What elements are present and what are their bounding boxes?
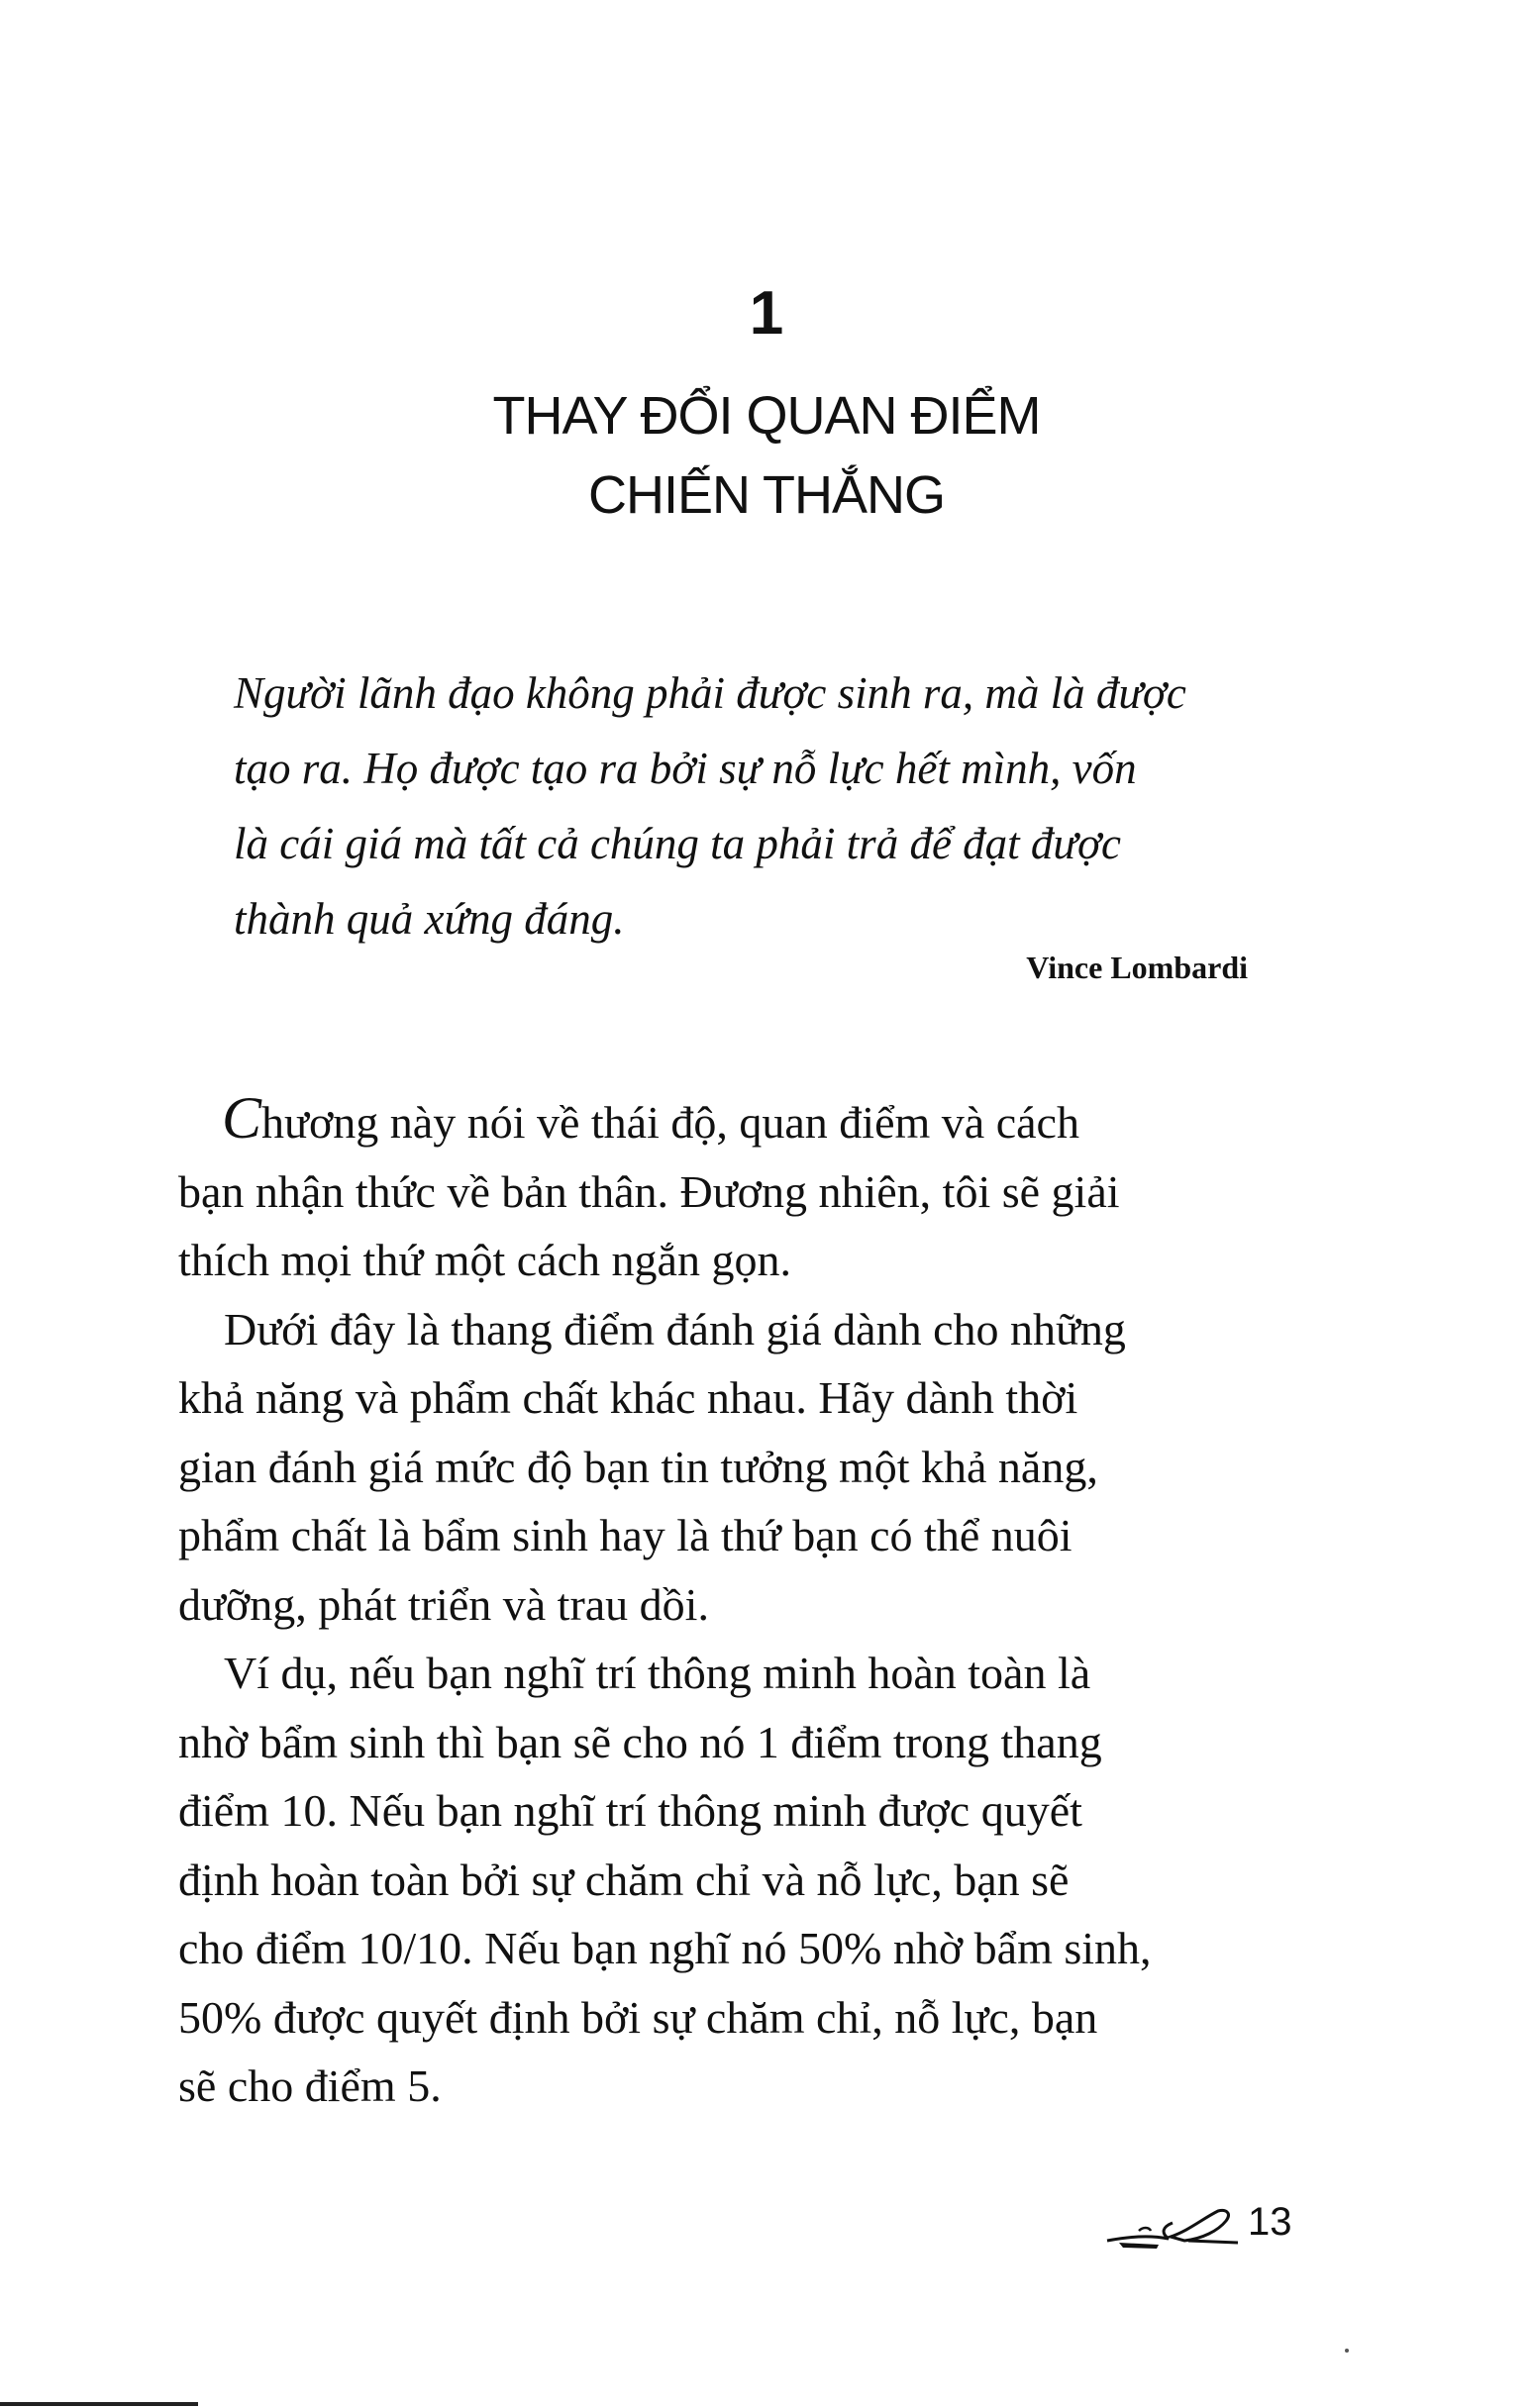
- body-text: [178, 1084, 1287, 2121]
- chapter-title: [0, 376, 1533, 535]
- text-line: Ví dụ, nếu bạn nghĩ trí thông minh hoàn toàn là: [224, 1648, 1091, 1698]
- text-line: khả năng và phẩm chất khác nhau. Hãy dành thời: [178, 1372, 1078, 1423]
- drop-cap: C: [222, 1085, 262, 1151]
- text-line: điểm 10. Nếu bạn nghĩ trí thông minh được quyết: [178, 1785, 1082, 1836]
- chapter-title-line: CHIẾN THẮNG: [587, 465, 946, 525]
- epigraph-line: thành quả xứng đáng.: [234, 894, 625, 944]
- scan-speck: [1345, 2349, 1349, 2353]
- page-footer: [1099, 2193, 1297, 2262]
- epigraph-line: là cái giá mà tất cả chúng ta phải trả để đạt được: [234, 819, 1121, 868]
- epigraph-quote: [234, 655, 1264, 956]
- page-number: 13: [1248, 2200, 1292, 2244]
- epigraph-line: tạo ra. Họ được tạo ra bởi sự nỗ lực hết mình, vốn: [234, 744, 1137, 793]
- epigraph-author: Vince Lombardi: [1026, 950, 1248, 985]
- quill-ornament-icon: [1099, 2201, 1248, 2253]
- paragraph-3: [178, 1639, 1287, 2121]
- text-line: thích mọi thứ một cách ngắn gọn.: [178, 1235, 791, 1285]
- text-line: Dưới đây là thang điểm đánh giá dành cho những: [224, 1303, 1126, 1354]
- scan-edge-line: [0, 2402, 198, 2406]
- chapter-number: 1: [749, 279, 784, 348]
- text-line: phẩm chất là bẩm sinh hay là thứ bạn có thể nuôi: [178, 1510, 1073, 1560]
- chapter-title-line: THAY ĐỔI QUAN ĐIỂM: [492, 386, 1041, 446]
- paragraph-1: [178, 1084, 1287, 1295]
- text-line: hương này nói về thái độ, quan điểm và cách: [261, 1097, 1079, 1148]
- text-line: 50% được quyết định bởi sự chăm chỉ, nỗ lực, bạn: [178, 1991, 1098, 2043]
- text-line: dưỡng, phát triển và trau dồi.: [178, 1578, 709, 1630]
- paragraph-2: [178, 1295, 1287, 1640]
- text-line: cho điểm 10/10. Nếu bạn nghĩ nó 50% nhờ bẩm sinh,: [178, 1923, 1152, 1973]
- text-line: bạn nhận thức về bản thân. Đương nhiên, tôi sẽ giải: [178, 1165, 1120, 1217]
- epigraph-line: Người lãnh đạo không phải được sinh ra, mà là được: [234, 668, 1186, 718]
- text-line: định hoàn toàn bởi sự chăm chỉ và nỗ lực, bạn sẽ: [178, 1854, 1070, 1905]
- text-line: nhờ bẩm sinh thì bạn sẽ cho nó 1 điểm trong thang: [178, 1716, 1102, 1767]
- text-line: gian đánh giá mức độ bạn tin tưởng một khả năng,: [178, 1441, 1098, 1492]
- text-line: sẽ cho điểm 5.: [178, 2060, 442, 2111]
